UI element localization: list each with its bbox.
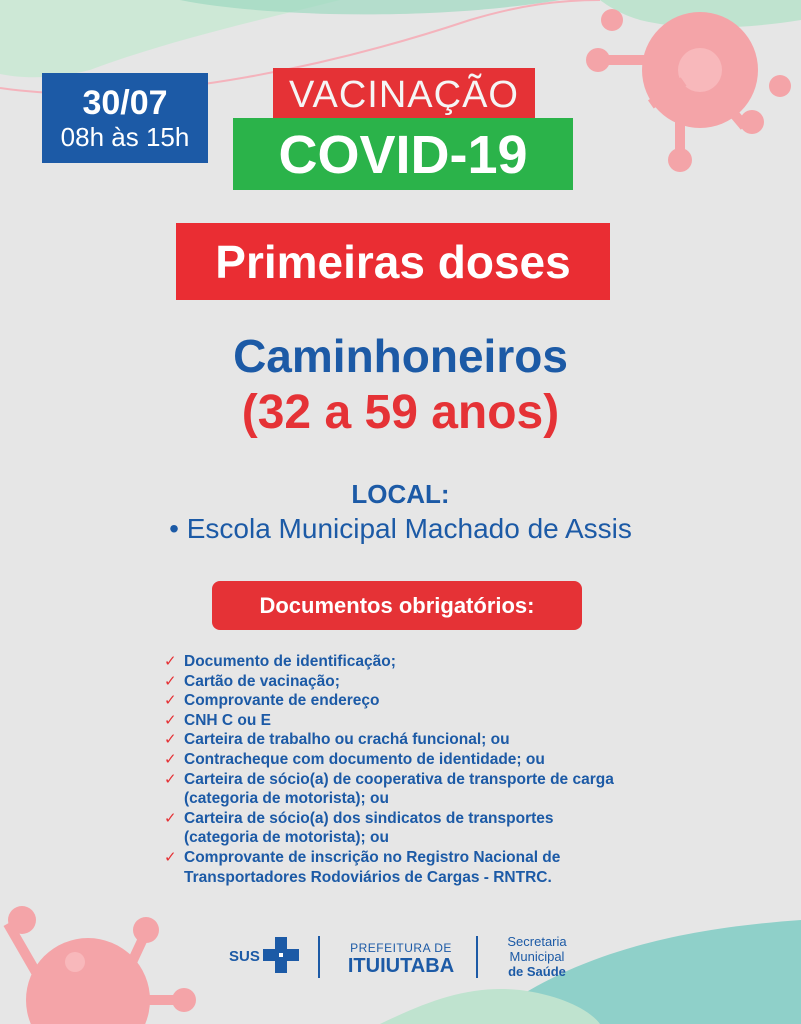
- check-icon: ✓: [164, 653, 177, 670]
- list-item: ✓ Contracheque com documento de identidade; ou: [164, 750, 545, 768]
- list-item: ✓ Carteira de trabalho ou crachá funcional; ou: [164, 731, 510, 749]
- secretaria-line3: de Saúde: [508, 964, 566, 979]
- date-box: [42, 73, 208, 163]
- footer-divider: [318, 936, 320, 978]
- sus-label: SUS: [229, 948, 260, 965]
- group-title: Caminhoneiros: [233, 330, 568, 382]
- documents-list: [160, 652, 680, 887]
- list-item: ✓ Comprovante de inscrição no Registro Nacional de Transportadores Rodoviários de Cargas - RNTRC.: [164, 848, 561, 886]
- check-icon: ✓: [164, 672, 177, 690]
- check-icon: ✓: [164, 731, 177, 749]
- check-icon: ✓: [164, 809, 177, 827]
- check-icon: ✓: [164, 770, 177, 788]
- prefeitura-line1: PREFEITURA DE: [350, 941, 452, 955]
- documents-header: Documentos obrigatórios:: [212, 581, 582, 630]
- list-item: ✓ Cartão de vacinação;: [164, 672, 340, 690]
- local-place: • Escola Municipal Machado de Assis: [169, 513, 632, 544]
- secretaria-logo: [492, 934, 582, 979]
- virus-icon: [4, 906, 196, 1024]
- list-item: ✓ Documento de identificação;: [164, 653, 396, 670]
- secretaria-line2: Municipal: [509, 949, 565, 964]
- list-item: ✓ Comprovante de endereço: [164, 692, 380, 710]
- virus-icon: [586, 9, 791, 172]
- list-item: ✓ Carteira de sócio(a) dos sindicatos de transportes (categoria de motorista); ou: [164, 809, 554, 847]
- prefeitura-line2: ITUIUTABA: [347, 955, 455, 977]
- check-icon: ✓: [164, 711, 177, 729]
- event-time: 08h às 15h: [60, 122, 190, 152]
- list-item: ✓ Carteira de sócio(a) de cooperativa de transporte de carga (categoria de motorista); ou: [164, 770, 614, 808]
- covid-title: COVID-19: [233, 118, 573, 190]
- check-icon: ✓: [164, 750, 177, 768]
- sus-cross-icon: [262, 936, 300, 974]
- check-icon: ✓: [164, 848, 177, 866]
- local-label: LOCAL:: [351, 479, 450, 509]
- secretaria-line1: Secretaria: [507, 934, 567, 949]
- vacinacao-label: VACINAÇÃO: [273, 68, 535, 120]
- check-icon: ✓: [164, 692, 177, 710]
- event-date: 30/07: [82, 84, 168, 122]
- primeiras-doses-banner: Primeiras doses: [176, 223, 610, 300]
- list-item: ✓ CNH C ou E: [164, 711, 271, 729]
- age-range: (32 a 59 anos): [241, 386, 560, 439]
- footer-divider: [476, 936, 478, 978]
